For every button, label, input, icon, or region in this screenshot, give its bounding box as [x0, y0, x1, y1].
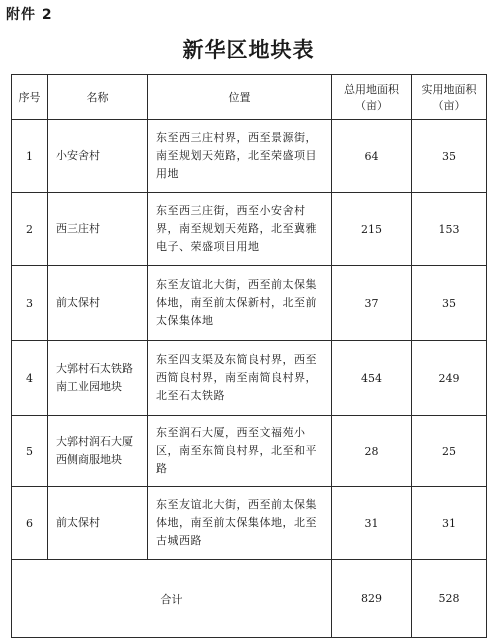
actual-area-sum: 528	[412, 560, 487, 638]
row-total-area: 37	[332, 266, 412, 341]
total-label: 合计	[12, 560, 332, 638]
row-actual-area: 31	[412, 487, 487, 560]
header-index: 序号	[12, 75, 48, 120]
row-actual-area: 249	[412, 341, 487, 416]
row-actual-area: 35	[412, 266, 487, 341]
row-location: 东至西三庄村界，西至景源街，南至规划天苑路，北至荣盛项目用地	[148, 120, 332, 193]
row-location: 东至友谊北大街，西至前太保集体地，南至前太保集体地，北至古城西路	[148, 487, 332, 560]
header-actual-area-line2: （亩）	[432, 99, 466, 112]
row-actual-area: 25	[412, 416, 487, 487]
table-total-row	[12, 560, 487, 638]
row-location: 东至西三庄街，西至小安舍村界，南至规划天苑路，北至冀雅电子、荣盛项目用地	[148, 193, 332, 266]
table-row	[12, 416, 487, 487]
table-header-row	[12, 75, 487, 120]
row-actual-area: 35	[412, 120, 487, 193]
row-name: 前太保村	[48, 487, 148, 560]
row-index: 6	[12, 487, 48, 560]
row-name: 前太保村	[48, 266, 148, 341]
header-total-area-line1: 总用地面积	[344, 83, 399, 96]
row-total-area: 28	[332, 416, 412, 487]
row-location: 东至四支渠及东简良村界，西至西简良村界，南至南简良村界，北至石太铁路	[148, 341, 332, 416]
row-total-area: 31	[332, 487, 412, 560]
row-index: 1	[12, 120, 48, 193]
table-row	[12, 266, 487, 341]
page-title: 新华区地块表	[182, 37, 315, 62]
header-location: 位置	[148, 75, 332, 120]
table-row	[12, 193, 487, 266]
total-area-sum: 829	[332, 560, 412, 638]
header-total-area	[332, 75, 412, 120]
land-parcel-table	[11, 74, 487, 638]
row-name: 西三庄村	[48, 193, 148, 266]
header-name: 名称	[48, 75, 148, 120]
row-index: 3	[12, 266, 48, 341]
row-location: 东至友谊北大街，西至前太保集体地，南至前太保新村，北至前太保集体地	[148, 266, 332, 341]
attachment-label: 附件 2	[6, 7, 53, 23]
row-index: 2	[12, 193, 48, 266]
header-actual-area	[412, 75, 487, 120]
row-actual-area: 153	[412, 193, 487, 266]
row-name: 小安舍村	[48, 120, 148, 193]
row-index: 4	[12, 341, 48, 416]
row-total-area: 215	[332, 193, 412, 266]
table-row	[12, 487, 487, 560]
header-total-area-line2: （亩）	[355, 99, 388, 112]
row-name: 大郭村润石大厦西侧商服地块	[48, 416, 148, 487]
table-row	[12, 341, 487, 416]
row-name: 大郭村石太铁路南工业园地块	[48, 341, 148, 416]
table-row	[12, 120, 487, 193]
header-actual-area-line1: 实用地面积	[421, 83, 477, 96]
row-total-area: 454	[332, 341, 412, 416]
row-total-area: 64	[332, 120, 412, 193]
row-index: 5	[12, 416, 48, 487]
row-location: 东至润石大厦，西至文福苑小区，南至东简良村界，北至和平路	[148, 416, 332, 487]
